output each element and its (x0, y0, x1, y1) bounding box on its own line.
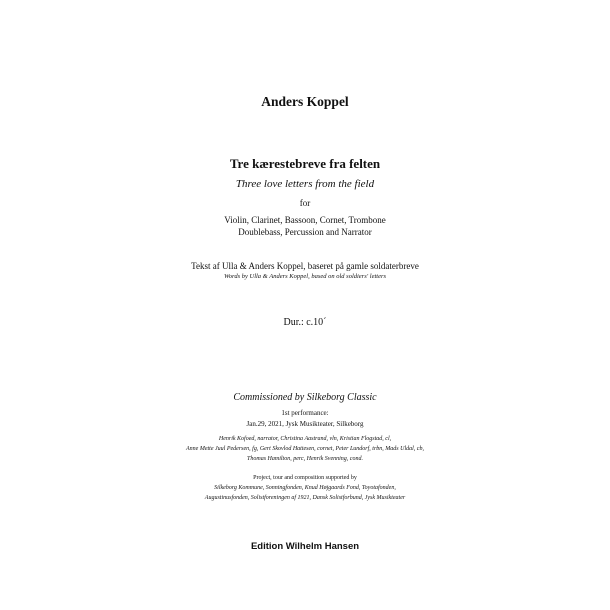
premiere-cast-line: Anne Mette Juul Pedersen, fg, Gert Skovlod Hattesen, cornet, Peter Lundorf, trbn, Mads Uldal, cb, (186, 446, 424, 452)
text-credit-danish: Tekst af Ulla & Anders Koppel, baseret på gamle soldaterbreve (191, 261, 419, 271)
support-line: Silkeborg Kommune, Sonningfonden, Knud Højgaards Fond, Toyotafonden, (214, 485, 396, 491)
support-line: Augustinusfonden, Solistforeningen af 1921, Dansk Solistforbund, Jysk Musikteater (204, 495, 406, 501)
duration: Dur.: c.10´ (283, 317, 327, 328)
premiere-cast-line: Henrik Kofoed, narrator, Christina Aastrand, vln, Kristian Flogstad, cl, (218, 436, 392, 442)
commission-credit: Commissioned by Silkeborg Classic (233, 392, 377, 403)
support-heading: Project, tour and composition supported by (253, 475, 357, 481)
premiere-date-place: Jan.29, 2021, Jysk Musikteater, Silkeborg (246, 420, 364, 428)
instrumentation-line: Violin, Clarinet, Bassoon, Cornet, Trombone (224, 215, 386, 225)
publisher-name: Edition Wilhelm Hansen (250, 541, 360, 552)
text-credit-english: Words by Ulla & Anders Koppel, based on old soldiers' letters (223, 273, 387, 280)
work-subtitle-english: Three love letters from the field (235, 178, 375, 190)
premiere-heading: 1st performance: (281, 409, 329, 417)
instrumentation-line: Doublebass, Percussion and Narrator (238, 227, 372, 237)
composer-name: Anders Koppel (261, 94, 349, 109)
for-label: for (299, 198, 311, 208)
work-title: Tre kærestebreve fra felten (229, 156, 381, 171)
premiere-cast-line: Thomas Hamilton, perc, Henrik Svenning, cond. (247, 456, 363, 462)
